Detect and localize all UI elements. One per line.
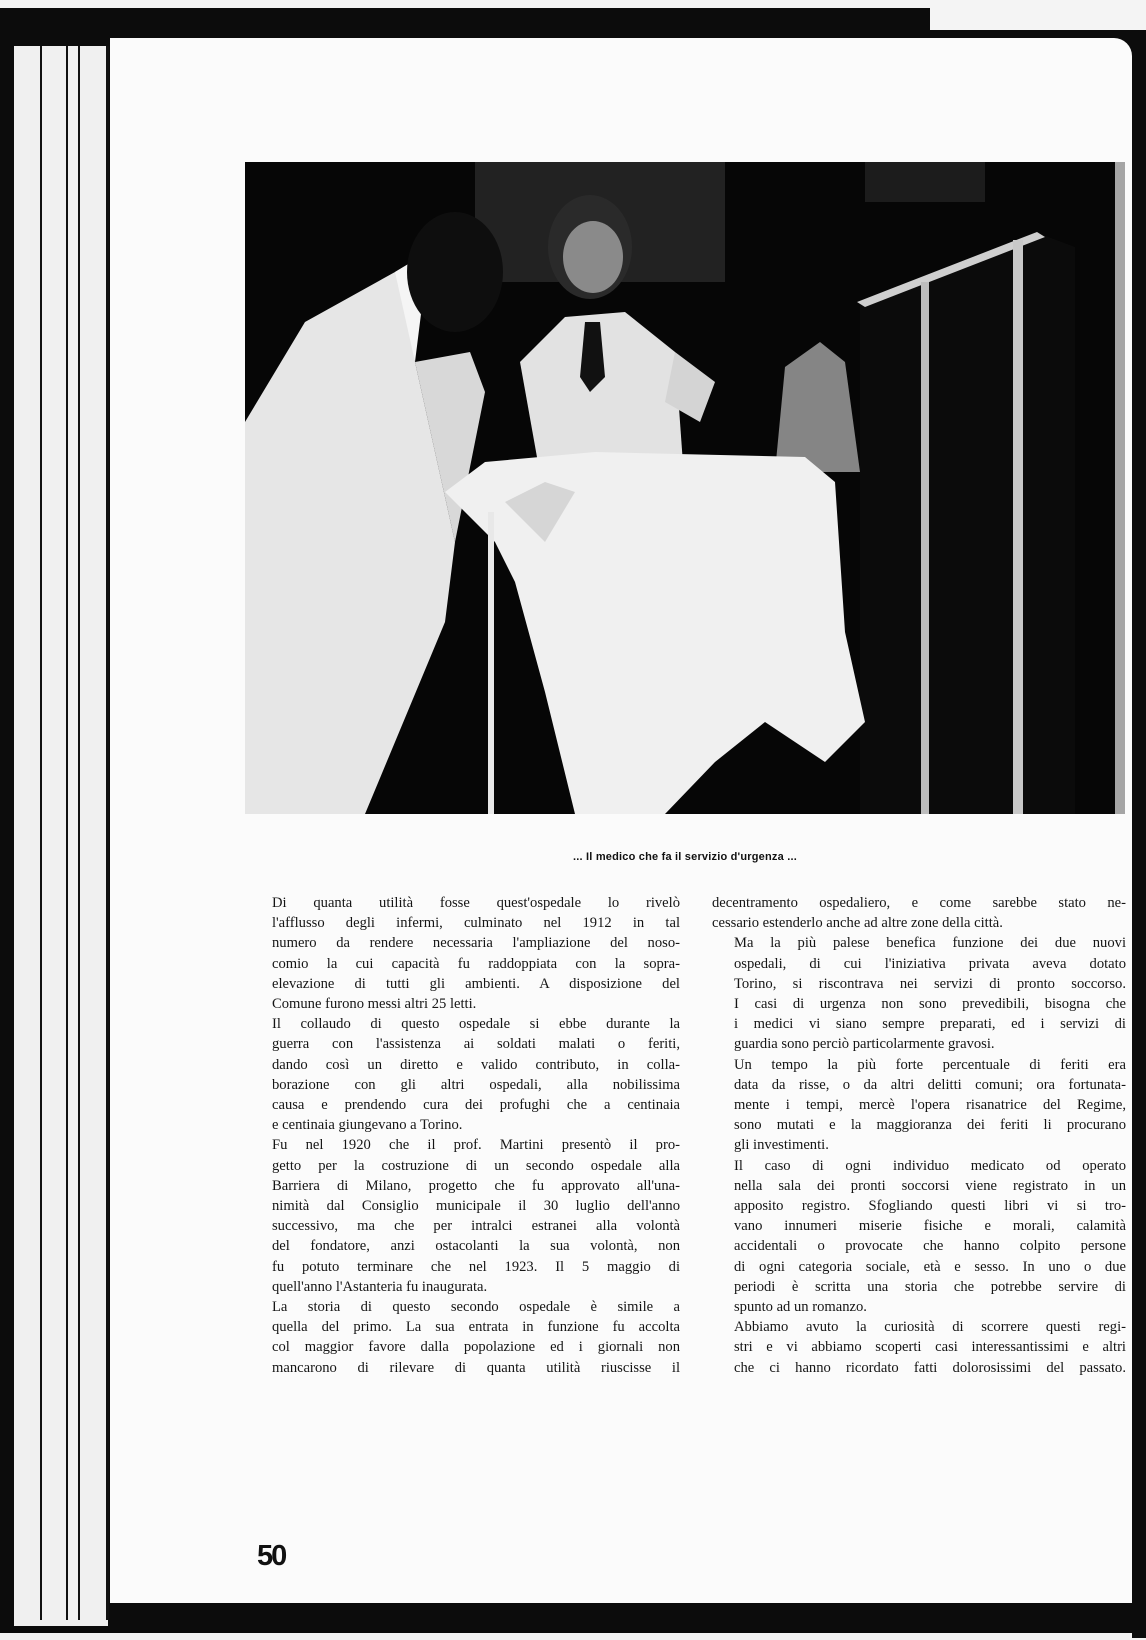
text-line: numero da rendere necessaria l'ampliazione del noso- [272, 935, 680, 952]
text-line: l'afflusso degli infermi, culminato nel 1912 in tal [272, 915, 680, 932]
text-line: decentramento ospedaliero, e come sarebbe stato ne- [712, 895, 1126, 911]
text-line: borazione con gli altri ospedali, alla nobilissima [272, 1076, 680, 1093]
paragraph [712, 1055, 1126, 1156]
photo-caption: ... Il medico che fa il servizio d'urgenza ... [573, 851, 797, 863]
article-column-left [250, 893, 680, 1378]
text-line: apposito registro. Sfogliando questi libri vi si tro- [734, 1198, 1126, 1215]
text-line: elevazione di tutti gli ambienti. A disposizione del [272, 975, 680, 992]
text-line: mente i tempi, mercè l'opera risanatrice del Regime, [734, 1097, 1126, 1114]
paragraph [712, 933, 1126, 1054]
text-line: cessario estenderlo anche ad altre zone della città. [712, 915, 1003, 932]
photo-illustration [245, 162, 1125, 814]
page-edge-line [40, 46, 42, 1620]
text-line: nella sala dei pronti soccorsi viene registrato in un [734, 1177, 1126, 1194]
text-line: nimità dal Consiglio municipale il 30 luglio dell'anno [272, 1198, 680, 1215]
text-line: causa e prendendo cura dei profughi che a centinaia [272, 1097, 680, 1114]
page-edge-line [106, 46, 109, 1620]
text-line: stri e vi abbiamo scoperti casi interessantissimi e altri [734, 1339, 1126, 1356]
text-line: I casi di urgenza non sono prevedibili, bisogna che [734, 996, 1126, 1013]
text-line: La storia di questo secondo ospedale è simile a [272, 1299, 680, 1316]
paragraph [712, 893, 1126, 933]
text-line: fu potuto terminare che nel 1923. Il 5 maggio di [272, 1258, 680, 1275]
text-line: periodi è scritta una storia che potrebbe servire di [734, 1278, 1126, 1295]
text-line: guerra con l'assistenza ai soldati malati o feriti, [272, 1036, 680, 1053]
paragraph [712, 1156, 1126, 1318]
text-line: di ogni categoria sociale, età e sesso. In uno o due [734, 1258, 1126, 1275]
text-line: Ma la più palese benefica funzione dei due nuovi [734, 935, 1126, 952]
paragraph [250, 1014, 680, 1135]
text-line: Torino, si riscontrava nei servizi di pronto soccorso. [734, 975, 1126, 992]
page-edge-line [78, 46, 80, 1620]
text-line: guardia sono perciò particolarmente gravosi. [734, 1036, 995, 1053]
text-line: Fu nel 1920 che il prof. Martini presentò il pro- [272, 1137, 680, 1154]
text-line: spunto ad un romanzo. [734, 1299, 867, 1316]
text-line: mancarono di rilevare di quanta utilità riuscisse il [272, 1359, 680, 1376]
paragraph [712, 1317, 1126, 1378]
text-line: getto per la costruzione di un secondo ospedale alla [272, 1157, 680, 1174]
text-line: dando così un diretto e valido contributo, in colla- [272, 1056, 680, 1073]
text-line: accidentali o provocate che hanno colpito persone [734, 1238, 1126, 1255]
text-line: Il caso di ogni individuo medicato od operato [734, 1157, 1126, 1174]
paragraph [250, 1135, 680, 1297]
scan-right-edge [1132, 38, 1146, 1638]
text-line: successivo, ma che per intralci estranei alla volontà [272, 1218, 680, 1235]
page-stack-edges [14, 46, 108, 1626]
text-line: i medici vi siano sempre preparati, ed i servizi di [734, 1016, 1126, 1033]
article-photo [245, 162, 1125, 814]
text-line: Abbiamo avuto la curiosità di scorrere questi regi- [734, 1319, 1126, 1336]
text-line: col maggior favore dalla popolazione ed i giornali non [272, 1339, 680, 1356]
page-edge-line [66, 46, 68, 1620]
text-line: del fondatore, anzi ostacolanti la sua volontà, non [272, 1238, 680, 1255]
text-line: quella del primo. La sua entrata in funzione fu accolta [272, 1319, 680, 1336]
text-line: e centinaia giungevano a Torino. [272, 1117, 463, 1134]
text-line: Barriera di Milano, progetto che fu approvato all'una- [272, 1177, 680, 1194]
article-column-right [712, 893, 1126, 1378]
page-number: 50 [257, 1540, 286, 1572]
text-line: ospedali, di cui l'iniziativa privata aveva dotato [734, 955, 1126, 972]
paragraph [250, 1297, 680, 1378]
text-line: gli investimenti. [734, 1137, 829, 1154]
scan-background-gap [930, 0, 1146, 30]
text-line: vano innumeri miserie fisiche e morali, calamità [734, 1218, 1126, 1235]
text-line: Un tempo la più forte percentuale di feriti era [734, 1056, 1126, 1073]
text-line: data da risse, o da altri delitti comuni; ora fortunata- [734, 1076, 1126, 1093]
paragraph [250, 893, 680, 1014]
text-line: comio la cui capacità fu raddoppiata con la sopra- [272, 955, 680, 972]
text-line: che ci hanno ricordato fatti dolorosissimi del passato. [734, 1359, 1126, 1376]
text-line: quell'anno l'Astanteria fu inaugurata. [272, 1278, 488, 1295]
text-line: sono mutati e la maggioranza dei feriti li procurano [734, 1117, 1126, 1134]
scan-bottom-border [0, 1602, 1146, 1632]
text-line: Di quanta utilità fosse quest'ospedale lo rivelò [272, 895, 680, 911]
text-line: Comune furono messi altri 25 letti. [272, 996, 477, 1013]
text-line: Il collaudo di questo ospedale si ebbe durante la [272, 1016, 680, 1033]
